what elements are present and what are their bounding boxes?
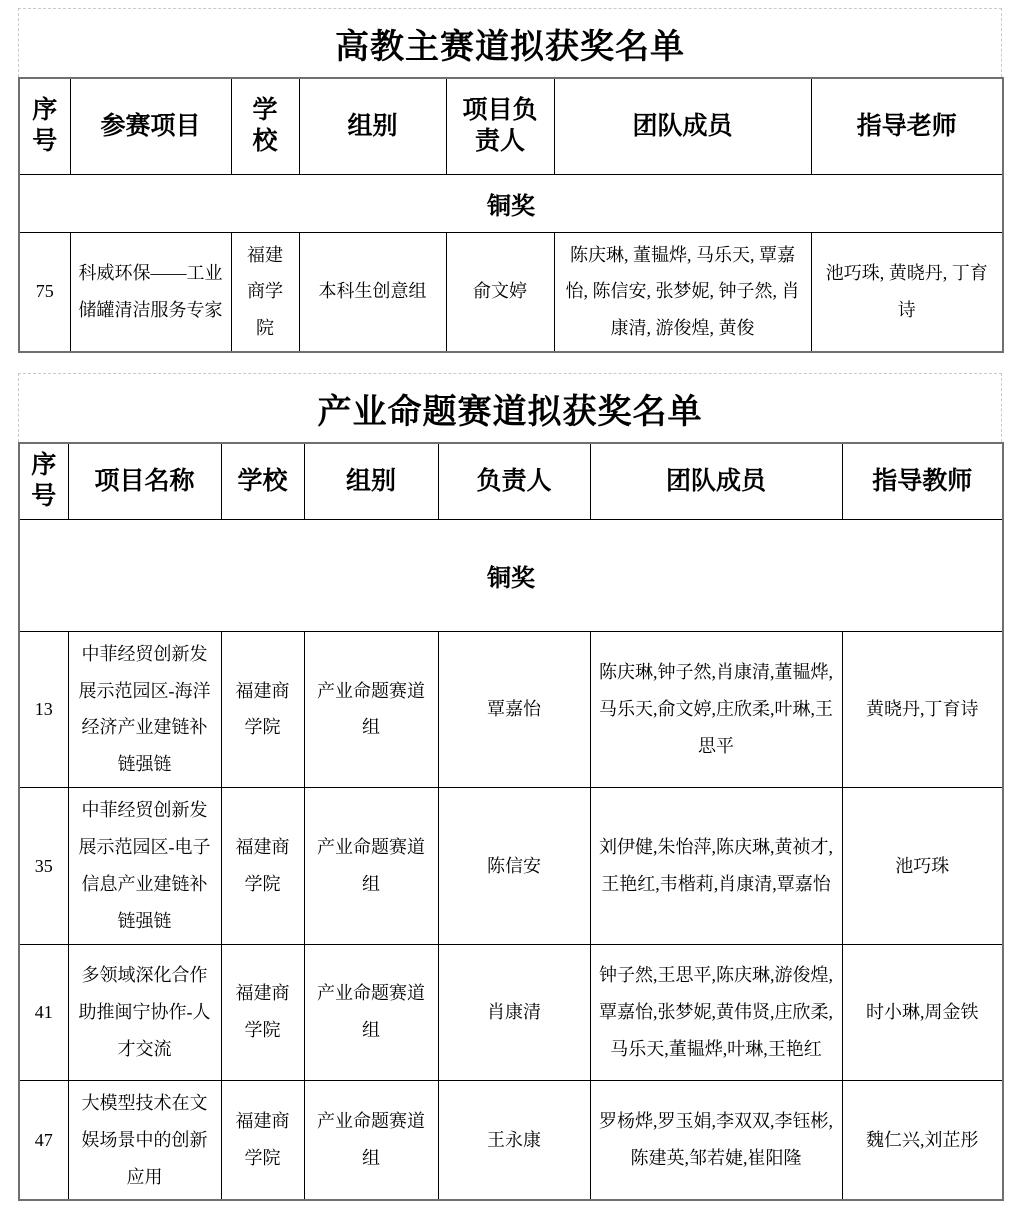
award-label-bronze: 铜奖 <box>19 174 1003 232</box>
cell-leader: 覃嘉怡 <box>438 631 590 788</box>
cell-serial-number: 47 <box>19 1080 68 1200</box>
cell-serial-number: 13 <box>19 631 68 788</box>
cell-leader: 肖康清 <box>438 944 590 1080</box>
header-project: 参赛项目 <box>70 78 231 174</box>
header-group: 组别 <box>304 443 438 519</box>
cell-team-members: 陈庆琳,钟子然,肖康清,董韫烨,马乐天,俞文婷,庄欣柔,叶琳,王思平 <box>590 631 842 788</box>
cell-team-members: 钟子然,王思平,陈庆琳,游俊煌,覃嘉怡,张梦妮,黄伟贤,庄欣柔,马乐天,董韫烨,叶琳,王艳红 <box>590 944 842 1080</box>
cell-serial-number: 35 <box>19 788 68 945</box>
cell-school: 福建商学院 <box>231 232 299 352</box>
cell-group: 本科生创意组 <box>299 232 446 352</box>
header-project: 项目名称 <box>68 443 221 519</box>
cell-school: 福建商学院 <box>221 1080 304 1200</box>
cell-group: 产业命题赛道组 <box>304 788 438 945</box>
section-higher-ed-track <box>18 8 1002 353</box>
cell-project-name: 中菲经贸创新发展示范园区-电子信息产业建链补链强链 <box>68 788 221 945</box>
cell-advisors: 池巧珠, 黄晓丹, 丁育诗 <box>811 232 1003 352</box>
cell-advisors: 黄晓丹,丁育诗 <box>842 631 1003 788</box>
header-advisors: 指导老师 <box>811 78 1003 174</box>
cell-serial-number: 75 <box>19 232 70 352</box>
header-serial-number <box>19 443 68 519</box>
award-band-row <box>19 519 1003 631</box>
industry-table <box>18 442 1004 1201</box>
cell-advisors: 魏仁兴,刘芷彤 <box>842 1080 1003 1200</box>
award-label-bronze: 铜奖 <box>19 519 1003 631</box>
cell-team-members: 罗杨烨,罗玉娟,李双双,李钰彬,陈建英,邹若婕,崔阳隆 <box>590 1080 842 1200</box>
cell-serial-number: 41 <box>19 944 68 1080</box>
cell-school: 福建商学院 <box>221 631 304 788</box>
cell-group: 产业命题赛道组 <box>304 631 438 788</box>
cell-project-name: 中菲经贸创新发展示范园区-海洋经济产业建链补链强链 <box>68 631 221 788</box>
header-school-label: 学校 <box>252 97 278 156</box>
header-school: 学校 <box>221 443 304 519</box>
cell-group: 产业命题赛道组 <box>304 1080 438 1200</box>
header-advisors: 指导教师 <box>842 443 1003 519</box>
cell-leader: 陈信安 <box>438 788 590 945</box>
higher-ed-title: 高教主赛道拟获奖名单 <box>18 8 1002 77</box>
table-header-row <box>19 443 1003 519</box>
cell-team-members: 陈庆琳, 董韫烨, 马乐天, 覃嘉怡, 陈信安, 张梦妮, 钟子然, 肖康清, 游俊煌, 黄俊 <box>554 232 811 352</box>
table-row <box>19 232 1003 352</box>
table-row <box>19 631 1003 788</box>
table-row <box>19 944 1003 1080</box>
cell-team-members: 刘伊健,朱怡萍,陈庆琳,黄祯才,王艳红,韦楷莉,肖康清,覃嘉怡 <box>590 788 842 945</box>
header-school <box>231 78 299 174</box>
section-industry-track <box>18 373 1002 1201</box>
higher-ed-table <box>18 77 1004 353</box>
cell-leader: 王永康 <box>438 1080 590 1200</box>
cell-project-name: 科威环保——工业储罐清洁服务专家 <box>70 232 231 352</box>
cell-project-name: 大模型技术在文娱场景中的创新应用 <box>68 1080 221 1200</box>
table-row <box>19 788 1003 945</box>
header-leader-label: 项目负责人 <box>462 97 538 156</box>
cell-project-name: 多领域深化合作助推闽宁协作-人才交流 <box>68 944 221 1080</box>
cell-advisors: 时小琳,周金铁 <box>842 944 1003 1080</box>
cell-school: 福建商学院 <box>221 944 304 1080</box>
header-team-members: 团队成员 <box>554 78 811 174</box>
header-team-members: 团队成员 <box>590 443 842 519</box>
header-serial-number-label: 序号 <box>32 97 58 156</box>
award-band-row <box>19 174 1003 232</box>
cell-leader: 俞文婷 <box>446 232 554 352</box>
cell-advisors: 池巧珠 <box>842 788 1003 945</box>
header-group: 组别 <box>299 78 446 174</box>
cell-school: 福建商学院 <box>221 788 304 945</box>
table-header-row <box>19 78 1003 174</box>
header-serial-number-label: 序号 <box>31 452 57 511</box>
table-row <box>19 1080 1003 1200</box>
header-leader <box>446 78 554 174</box>
header-serial-number <box>19 78 70 174</box>
cell-group: 产业命题赛道组 <box>304 944 438 1080</box>
header-leader: 负责人 <box>438 443 590 519</box>
industry-title: 产业命题赛道拟获奖名单 <box>18 373 1002 442</box>
